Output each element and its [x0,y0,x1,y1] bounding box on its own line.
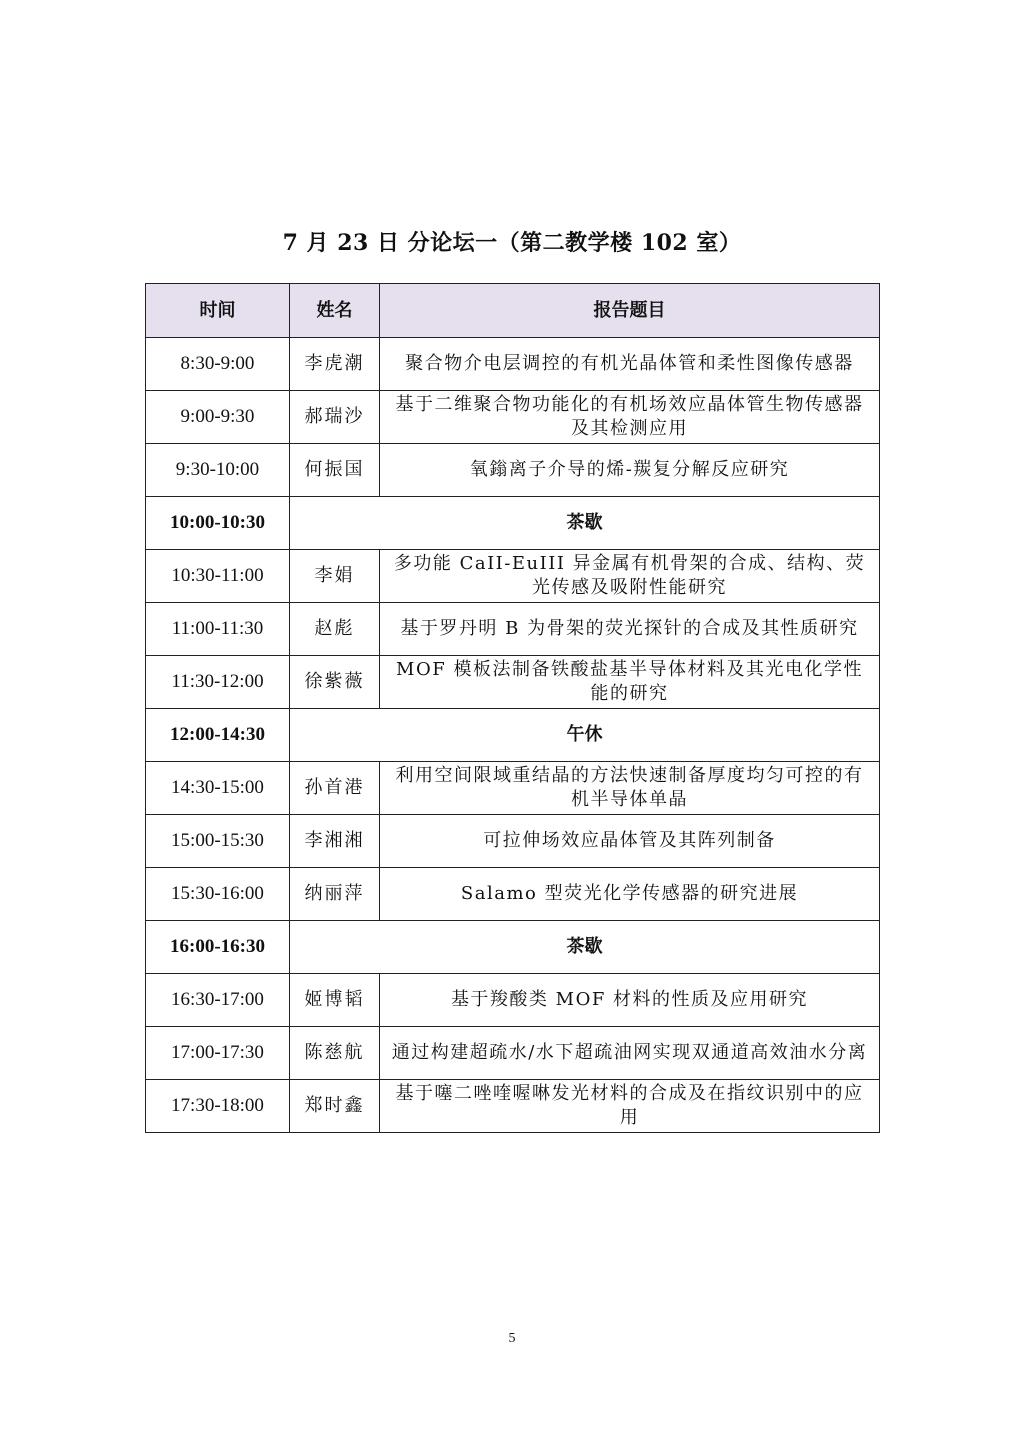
time-cell: 10:30-11:00 [146,550,290,603]
talk-topic: MOF 模板法制备铁酸盐基半导体材料及其光电化学性能的研究 [380,656,880,709]
break-row [146,709,880,762]
speaker-name: 李娟 [290,550,380,603]
talk-topic: 可拉伸场效应晶体管及其阵列制备 [380,815,880,868]
time-cell: 14:30-15:00 [146,762,290,815]
speaker-name: 郝瑞沙 [290,391,380,444]
talk-topic: 多功能 CaII-EuIII 异金属有机骨架的合成、结构、荧光传感及吸附性能研究 [380,550,880,603]
speaker-name: 赵彪 [290,603,380,656]
header-name: 姓名 [290,284,380,338]
time-cell: 11:00-11:30 [146,603,290,656]
speaker-name: 何振国 [290,444,380,497]
talk-topic: 利用空间限域重结晶的方法快速制备厚度均匀可控的有机半导体单晶 [380,762,880,815]
table-row [146,868,880,921]
talk-topic: 基于噻二唑喹喔啉发光材料的合成及在指纹识别中的应用 [380,1080,880,1133]
talk-topic: 通过构建超疏水/水下超疏油网实现双通道高效油水分离 [380,1027,880,1080]
time-cell: 9:30-10:00 [146,444,290,497]
page-number: 5 [508,1331,516,1346]
table-row [146,1080,880,1133]
table-header-row [146,284,880,338]
time-cell: 15:30-16:00 [146,868,290,921]
page-title: 7 月 23 日 分论坛一（第二教学楼 102 室） [282,230,742,256]
speaker-name: 徐紫薇 [290,656,380,709]
time-cell: 15:00-15:30 [146,815,290,868]
schedule-table [145,283,880,1133]
speaker-name: 郑时鑫 [290,1080,380,1133]
table-row [146,1027,880,1080]
break-row [146,497,880,550]
table-row [146,656,880,709]
time-cell: 10:00-10:30 [146,497,290,550]
speaker-name: 李虎潮 [290,338,380,391]
speaker-name: 李湘湘 [290,815,380,868]
time-cell: 11:30-12:00 [146,656,290,709]
table-row [146,550,880,603]
table-row [146,444,880,497]
break-row [146,921,880,974]
time-cell: 16:30-17:00 [146,974,290,1027]
table-row [146,815,880,868]
speaker-name: 纳丽萍 [290,868,380,921]
table-row [146,603,880,656]
header-time: 时间 [146,284,290,338]
header-topic: 报告题目 [380,284,880,338]
talk-topic: 基于羧酸类 MOF 材料的性质及应用研究 [380,974,880,1027]
break-label: 午休 [290,709,880,762]
talk-topic: 基于二维聚合物功能化的有机场效应晶体管生物传感器及其检测应用 [380,391,880,444]
time-cell: 17:00-17:30 [146,1027,290,1080]
talk-topic: 氧鎓离子介导的烯-羰复分解反应研究 [380,444,880,497]
time-cell: 17:30-18:00 [146,1080,290,1133]
table-row [146,338,880,391]
talk-topic: 聚合物介电层调控的有机光晶体管和柔性图像传感器 [380,338,880,391]
speaker-name: 姬博韬 [290,974,380,1027]
talk-topic: 基于罗丹明 B 为骨架的荧光探针的合成及其性质研究 [380,603,880,656]
time-cell: 9:00-9:30 [146,391,290,444]
break-label: 茶歇 [290,921,880,974]
table-row [146,974,880,1027]
time-cell: 12:00-14:30 [146,709,290,762]
time-cell: 16:00-16:30 [146,921,290,974]
speaker-name: 陈慈航 [290,1027,380,1080]
speaker-name: 孙首港 [290,762,380,815]
break-label: 茶歇 [290,497,880,550]
table-row [146,762,880,815]
time-cell: 8:30-9:00 [146,338,290,391]
table-row [146,391,880,444]
talk-topic: Salamo 型荧光化学传感器的研究进展 [380,868,880,921]
